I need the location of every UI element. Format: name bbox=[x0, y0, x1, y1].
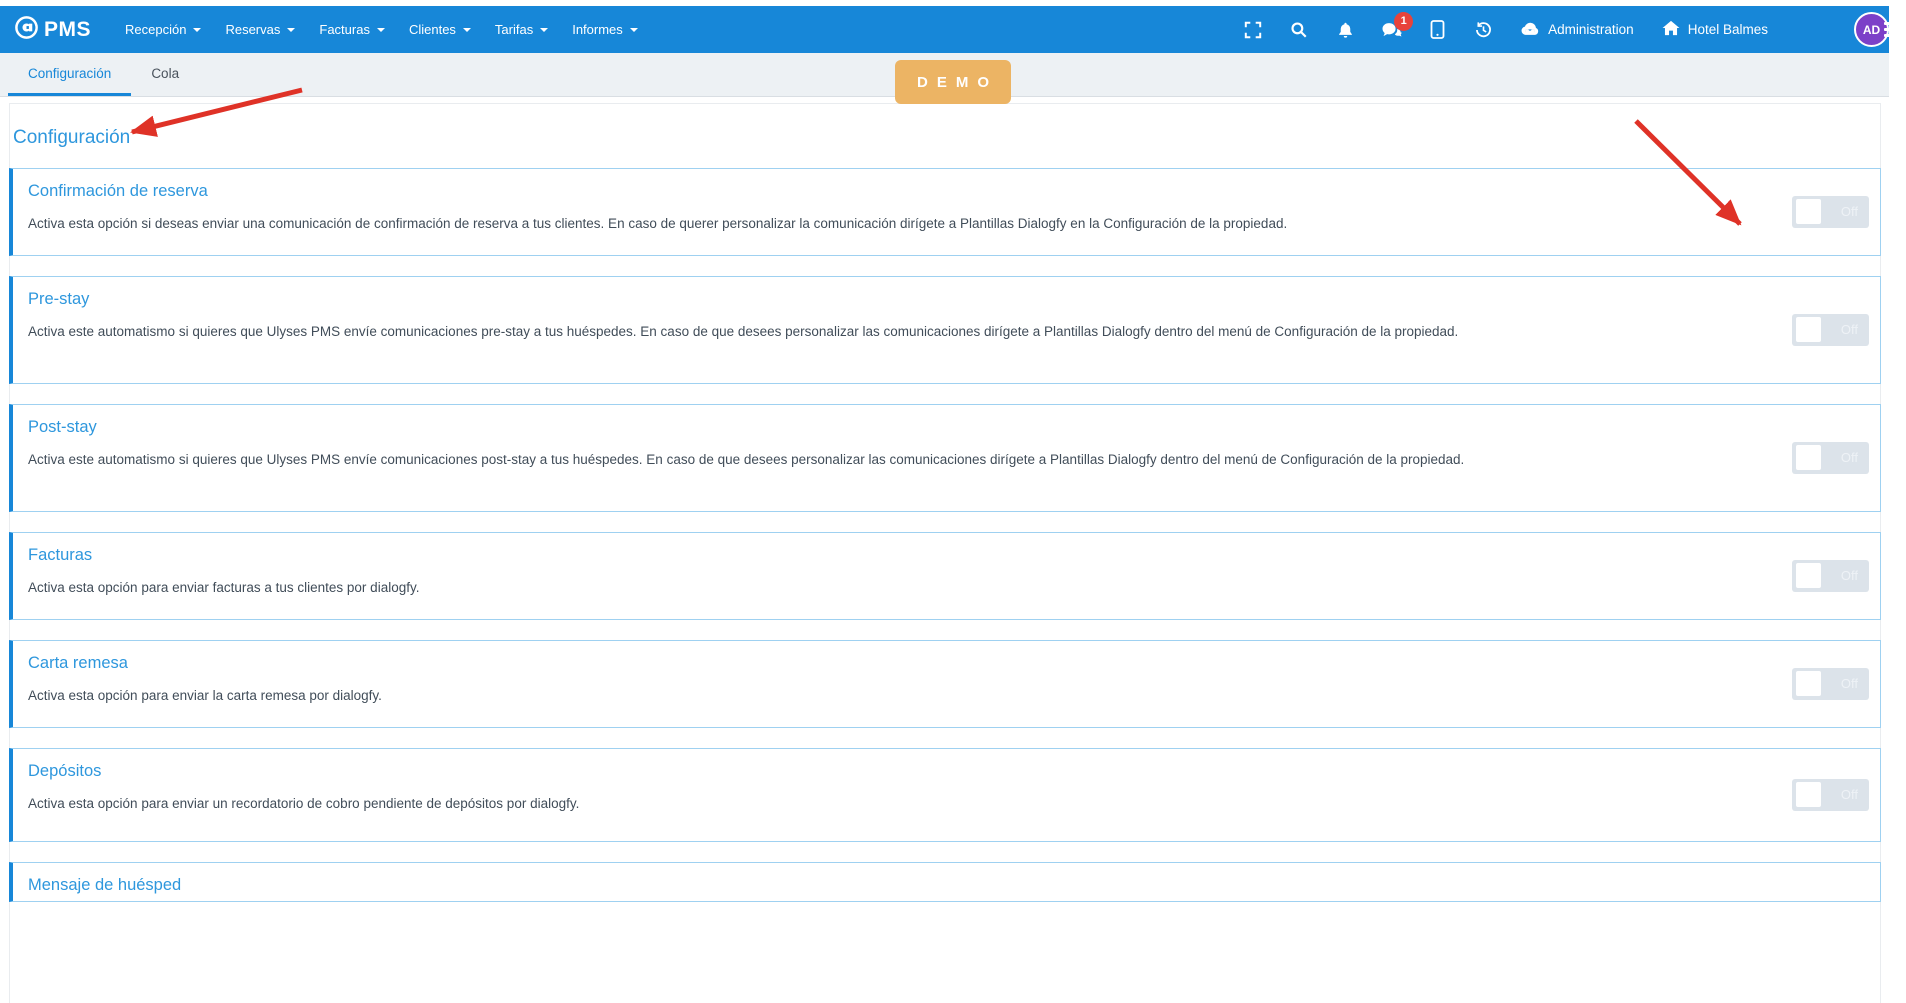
main-menu bbox=[113, 13, 650, 46]
hamburger-icon[interactable] bbox=[1884, 22, 1906, 40]
menu-item-label: Reservas bbox=[225, 22, 281, 37]
toggle-switch-post-stay[interactable] bbox=[1792, 442, 1869, 474]
setting-card-depositos bbox=[9, 748, 1881, 842]
toggle-off-label: Off bbox=[1840, 568, 1858, 583]
menu-item-recepcion[interactable] bbox=[113, 13, 213, 46]
card-description: Activa este automatismo si quieres que Ulyses PMS envíe comunicaciones pre-stay a tus huéspedes. En caso de que desees personalizar las comunicaciones dirígete a Plantillas Dialogfy dentro del menú de Configuración de la propiedad. bbox=[28, 324, 1459, 339]
toggle-switch-facturas[interactable] bbox=[1792, 560, 1869, 592]
chevron-down-icon bbox=[630, 28, 638, 32]
administration-label: Administration bbox=[1548, 22, 1634, 37]
menu-item-facturas[interactable] bbox=[307, 13, 397, 46]
fullscreen-icon[interactable] bbox=[1243, 20, 1263, 40]
toggle-switch-confirmacion[interactable] bbox=[1792, 196, 1869, 228]
chevron-down-icon bbox=[193, 28, 201, 32]
demo-badge: DEMO bbox=[895, 60, 1011, 104]
settings-panel bbox=[9, 103, 1881, 1003]
card-title: Mensaje de huésped bbox=[28, 876, 182, 894]
toggle-off-label: Off bbox=[1840, 676, 1858, 691]
chevron-down-icon bbox=[287, 28, 295, 32]
tablet-icon[interactable] bbox=[1427, 20, 1447, 40]
menu-item-tarifas[interactable] bbox=[483, 13, 560, 46]
pms-logo[interactable] bbox=[14, 15, 91, 45]
card-description: Activa este automatismo si quieres que Ulyses PMS envíe comunicaciones post-stay a tus huéspedes. En caso de que desees personalizar las comunicaciones dirígete a Plantillas Dialogfy dentro del menú de Configuración de la propiedad. bbox=[28, 452, 1465, 467]
chevron-down-icon bbox=[540, 28, 548, 32]
hotel-label: Hotel Balmes bbox=[1687, 22, 1768, 37]
history-icon[interactable] bbox=[1473, 20, 1493, 40]
pms-logo-text: PMS bbox=[44, 17, 92, 41]
setting-card-confirmacion-reserva bbox=[9, 168, 1881, 256]
page-title: Configuración bbox=[13, 127, 131, 148]
card-title: Post-stay bbox=[28, 418, 97, 436]
menu-item-label: Recepción bbox=[125, 22, 187, 37]
chevron-down-icon bbox=[377, 28, 385, 32]
menu-item-label: Informes bbox=[572, 22, 623, 37]
card-title: Confirmación de reserva bbox=[28, 182, 208, 200]
menu-item-label: Clientes bbox=[408, 22, 456, 37]
setting-card-pre-stay bbox=[9, 276, 1881, 384]
setting-card-post-stay bbox=[9, 404, 1881, 512]
toggle-knob bbox=[1796, 782, 1821, 807]
chevron-down-icon bbox=[463, 28, 471, 32]
toggle-knob bbox=[1796, 671, 1821, 696]
navbar-right-tools bbox=[1230, 12, 1889, 47]
toggle-off-label: Off bbox=[1840, 450, 1858, 465]
avatar[interactable]: AD bbox=[1854, 12, 1889, 47]
toggle-switch-pre-stay[interactable] bbox=[1792, 314, 1869, 346]
card-title: Facturas bbox=[28, 546, 93, 564]
bell-icon[interactable] bbox=[1335, 20, 1355, 40]
card-title: Depósitos bbox=[28, 762, 102, 780]
card-title: Pre-stay bbox=[28, 290, 90, 308]
chat-icon[interactable] bbox=[1381, 15, 1407, 40]
administration-menu[interactable] bbox=[1520, 21, 1634, 39]
setting-card-carta-remesa bbox=[9, 640, 1881, 728]
toggle-knob bbox=[1796, 317, 1821, 342]
menu-item-clientes[interactable] bbox=[397, 13, 483, 46]
menu-item-label: Facturas bbox=[319, 22, 370, 37]
toggle-knob bbox=[1796, 563, 1821, 588]
main-content bbox=[0, 103, 1889, 894]
card-title: Carta remesa bbox=[28, 654, 128, 672]
setting-card-mensaje-huesped bbox=[9, 862, 1881, 902]
search-icon[interactable] bbox=[1289, 20, 1309, 40]
menu-item-label: Tarifas bbox=[494, 22, 534, 37]
home-icon bbox=[1662, 20, 1680, 39]
card-description: Activa esta opción para enviar la carta remesa por dialogfy. bbox=[28, 688, 382, 703]
hotel-menu[interactable] bbox=[1662, 20, 1768, 39]
toggle-knob bbox=[1796, 445, 1821, 470]
toggle-switch-carta-remesa[interactable] bbox=[1792, 668, 1869, 700]
top-navbar bbox=[0, 6, 1889, 53]
toggle-off-label: Off bbox=[1840, 322, 1858, 337]
menu-item-informes[interactable] bbox=[560, 13, 650, 46]
card-description: Activa esta opción para enviar un recordatorio de cobro pendiente de depósitos por dialogfy. bbox=[28, 796, 580, 811]
chat-notification-badge: 1 bbox=[1394, 12, 1413, 31]
card-description: Activa esta opción para enviar facturas a tus clientes por dialogfy. bbox=[28, 580, 420, 595]
tab-configuracion[interactable]: Configuración bbox=[8, 53, 131, 96]
cloud-icon bbox=[1520, 21, 1540, 39]
setting-card-facturas bbox=[9, 532, 1881, 620]
toggle-knob bbox=[1796, 199, 1821, 224]
toggle-off-label: Off bbox=[1840, 787, 1858, 802]
menu-item-reservas[interactable] bbox=[213, 13, 307, 46]
tab-cola[interactable]: Cola bbox=[151, 65, 180, 81]
toggle-switch-depositos[interactable] bbox=[1792, 779, 1869, 811]
pms-logo-icon bbox=[14, 15, 39, 45]
toggle-off-label: Off bbox=[1840, 204, 1858, 219]
card-description: Activa esta opción si deseas enviar una comunicación de confirmación de reserva a tus clientes. En caso de querer personalizar la comunicación dirígete a Plantillas Dialogfy en la Configuración de la propiedad. bbox=[28, 216, 1288, 231]
